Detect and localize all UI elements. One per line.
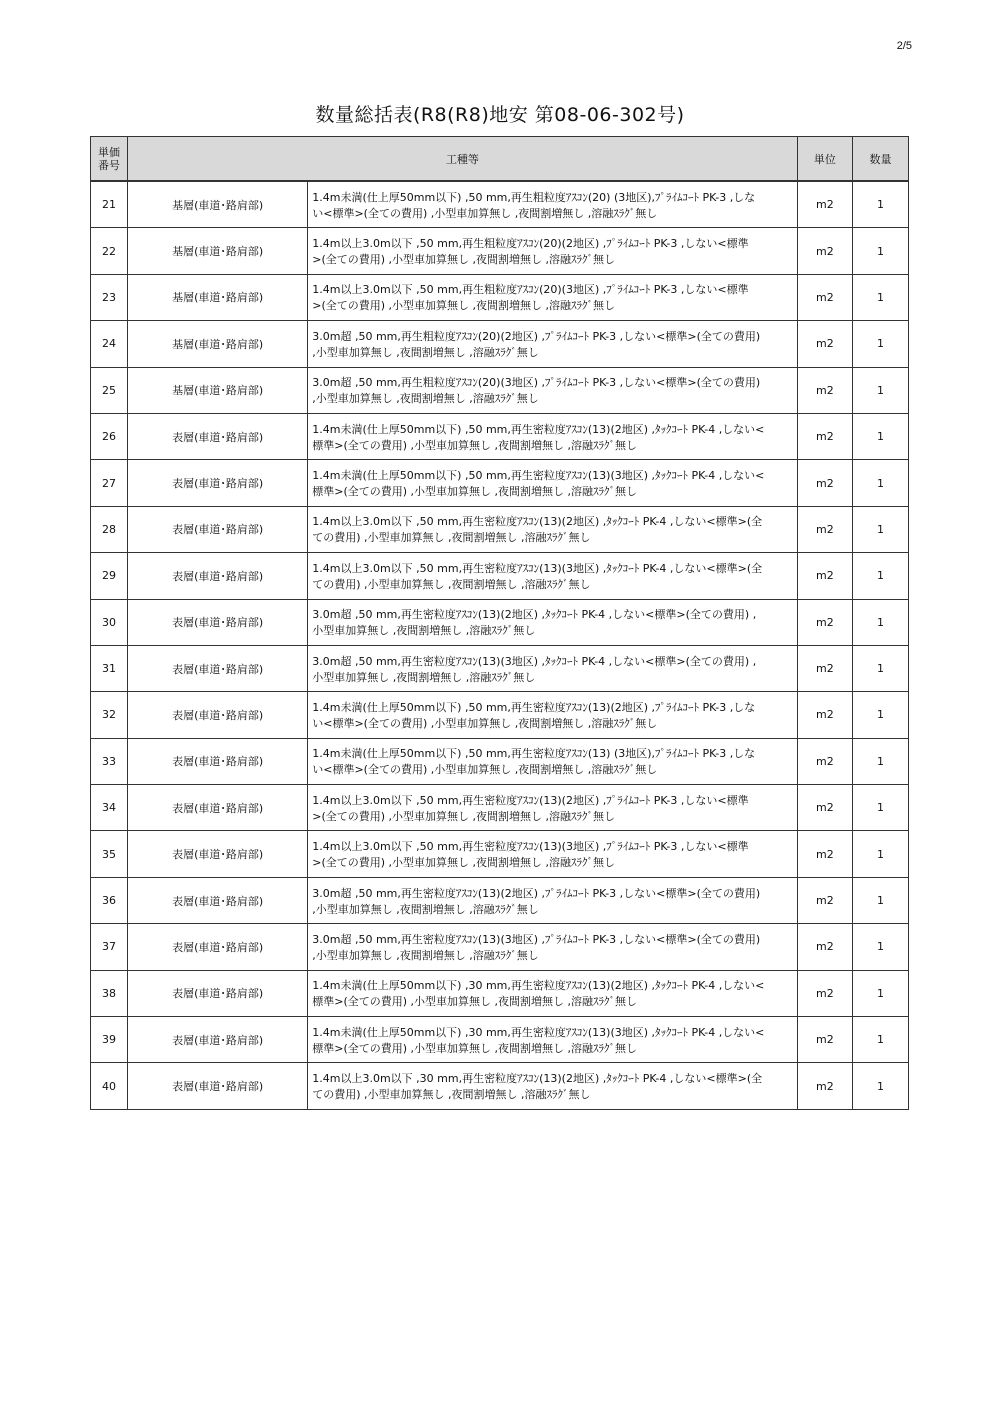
cell-unit-price-number: 33 bbox=[91, 738, 128, 784]
description-line-2: ,小型車加算無し ,夜間割増無し ,溶融ｽﾗｸﾞ無し bbox=[312, 392, 539, 406]
cell-item-name: 基層(車道･路肩部) bbox=[128, 274, 308, 320]
cell-item-name: 表層(車道･路肩部) bbox=[128, 877, 308, 923]
description-line-2: ,小型車加算無し ,夜間割増無し ,溶融ｽﾗｸﾞ無し bbox=[312, 948, 539, 962]
cell-quantity: 1 bbox=[852, 785, 908, 831]
cell-unit-price-number: 24 bbox=[91, 321, 128, 367]
table-row bbox=[91, 274, 909, 320]
cell-item-name: 表層(車道･路肩部) bbox=[128, 1063, 308, 1109]
description-line-1: 3.0m超 ,50 mm,再生密粒度ｱｽｺﾝ(13)(3地区) ,ﾌﾟﾗｲﾑｺｰﾄ PK-3 ,しない<標準>(全ての費用) bbox=[312, 932, 761, 946]
cell-description bbox=[308, 506, 798, 552]
cell-quantity: 1 bbox=[852, 599, 908, 645]
cell-quantity: 1 bbox=[852, 181, 908, 228]
cell-unit-price-number: 40 bbox=[91, 1063, 128, 1109]
cell-unit-price-number: 27 bbox=[91, 460, 128, 506]
cell-quantity: 1 bbox=[852, 274, 908, 320]
description-line-1: 1.4m未満(仕上厚50mm以下) ,50 mm,再生密粒度ｱｽｺﾝ(13)(3地区) ,ﾀｯｸｺｰﾄ PK-4 ,しない< bbox=[312, 469, 765, 483]
cell-item-name: 基層(車道･路肩部) bbox=[128, 367, 308, 413]
cell-description bbox=[308, 274, 798, 320]
cell-unit-price-number: 22 bbox=[91, 228, 128, 274]
cell-unit: m2 bbox=[797, 785, 852, 831]
description-line-2: 標準>(全ての費用) ,小型車加算無し ,夜間割増無し ,溶融ｽﾗｸﾞ無し bbox=[312, 995, 638, 1009]
cell-unit: m2 bbox=[797, 181, 852, 228]
cell-item-name: 表層(車道･路肩部) bbox=[128, 460, 308, 506]
cell-description bbox=[308, 738, 798, 784]
table-row bbox=[91, 553, 909, 599]
cell-unit: m2 bbox=[797, 645, 852, 691]
table-row bbox=[91, 413, 909, 459]
header-no-line1: 単価 bbox=[98, 145, 121, 159]
table-row bbox=[91, 924, 909, 970]
table-row bbox=[91, 970, 909, 1016]
cell-unit-price-number: 23 bbox=[91, 274, 128, 320]
cell-item-name: 表層(車道･路肩部) bbox=[128, 738, 308, 784]
description-line-2: 標準>(全ての費用) ,小型車加算無し ,夜間割増無し ,溶融ｽﾗｸﾞ無し bbox=[312, 438, 638, 452]
cell-description bbox=[308, 321, 798, 367]
cell-description bbox=[308, 831, 798, 877]
table-row bbox=[91, 181, 909, 228]
table-row bbox=[91, 831, 909, 877]
cell-description bbox=[308, 1063, 798, 1109]
cell-unit: m2 bbox=[797, 1063, 852, 1109]
cell-quantity: 1 bbox=[852, 831, 908, 877]
description-line-2: ての費用) ,小型車加算無し ,夜間割増無し ,溶融ｽﾗｸﾞ無し bbox=[312, 1088, 591, 1102]
cell-unit: m2 bbox=[797, 1017, 852, 1063]
cell-unit: m2 bbox=[797, 274, 852, 320]
description-line-2: い<標準>(全ての費用) ,小型車加算無し ,夜間割増無し ,溶融ｽﾗｸﾞ無し bbox=[312, 763, 658, 777]
cell-unit: m2 bbox=[797, 413, 852, 459]
cell-unit-price-number: 25 bbox=[91, 367, 128, 413]
cell-item-name: 表層(車道･路肩部) bbox=[128, 831, 308, 877]
cell-description bbox=[308, 460, 798, 506]
header-work-type: 工種等 bbox=[128, 137, 798, 182]
cell-item-name: 表層(車道･路肩部) bbox=[128, 506, 308, 552]
description-line-1: 3.0m超 ,50 mm,再生粗粒度ｱｽｺﾝ(20)(2地区) ,ﾌﾟﾗｲﾑｺｰﾄ PK-3 ,しない<標準>(全ての費用) bbox=[312, 329, 761, 343]
cell-description bbox=[308, 645, 798, 691]
header-unit-price-number bbox=[91, 137, 128, 182]
cell-item-name: 表層(車道･路肩部) bbox=[128, 645, 308, 691]
cell-item-name: 表層(車道･路肩部) bbox=[128, 1017, 308, 1063]
table-row bbox=[91, 738, 909, 784]
page-number: 2/5 bbox=[896, 40, 912, 52]
cell-unit-price-number: 35 bbox=[91, 831, 128, 877]
cell-unit-price-number: 21 bbox=[91, 181, 128, 228]
table-row bbox=[91, 645, 909, 691]
cell-quantity: 1 bbox=[852, 738, 908, 784]
cell-unit: m2 bbox=[797, 367, 852, 413]
cell-description bbox=[308, 367, 798, 413]
cell-unit-price-number: 30 bbox=[91, 599, 128, 645]
description-line-2: ての費用) ,小型車加算無し ,夜間割増無し ,溶融ｽﾗｸﾞ無し bbox=[312, 577, 591, 591]
description-line-2: 標準>(全ての費用) ,小型車加算無し ,夜間割増無し ,溶融ｽﾗｸﾞ無し bbox=[312, 1041, 638, 1055]
cell-item-name: 表層(車道･路肩部) bbox=[128, 553, 308, 599]
cell-unit-price-number: 39 bbox=[91, 1017, 128, 1063]
description-line-2: ,小型車加算無し ,夜間割増無し ,溶融ｽﾗｸﾞ無し bbox=[312, 902, 539, 916]
cell-quantity: 1 bbox=[852, 1063, 908, 1109]
table-row bbox=[91, 460, 909, 506]
cell-unit-price-number: 29 bbox=[91, 553, 128, 599]
description-line-1: 1.4m未満(仕上厚50mm以下) ,50 mm,再生密粒度ｱｽｺﾝ(13)(2地区) ,ﾌﾟﾗｲﾑｺｰﾄ PK-3 ,しな bbox=[312, 700, 756, 714]
cell-quantity: 1 bbox=[852, 367, 908, 413]
cell-description bbox=[308, 785, 798, 831]
cell-unit-price-number: 32 bbox=[91, 692, 128, 738]
cell-quantity: 1 bbox=[852, 877, 908, 923]
table-row bbox=[91, 1063, 909, 1109]
description-line-1: 1.4m以上3.0m以下 ,50 mm,再生密粒度ｱｽｺﾝ(13)(2地区) ,ﾌﾟﾗｲﾑｺｰﾄ PK-3 ,しない<標準 bbox=[312, 793, 749, 807]
cell-item-name: 基層(車道･路肩部) bbox=[128, 228, 308, 274]
cell-quantity: 1 bbox=[852, 924, 908, 970]
description-line-1: 1.4m以上3.0m以下 ,50 mm,再生粗粒度ｱｽｺﾝ(20)(2地区) ,ﾌﾟﾗｲﾑｺｰﾄ PK-3 ,しない<標準 bbox=[312, 237, 749, 251]
cell-quantity: 1 bbox=[852, 460, 908, 506]
table-row bbox=[91, 321, 909, 367]
cell-unit: m2 bbox=[797, 924, 852, 970]
cell-unit-price-number: 31 bbox=[91, 645, 128, 691]
table-row bbox=[91, 228, 909, 274]
cell-unit: m2 bbox=[797, 970, 852, 1016]
cell-item-name: 表層(車道･路肩部) bbox=[128, 692, 308, 738]
description-line-2: 小型車加算無し ,夜間割増無し ,溶融ｽﾗｸﾞ無し bbox=[312, 624, 536, 638]
cell-quantity: 1 bbox=[852, 321, 908, 367]
description-line-2: >(全ての費用) ,小型車加算無し ,夜間割増無し ,溶融ｽﾗｸﾞ無し bbox=[312, 809, 616, 823]
cell-unit: m2 bbox=[797, 738, 852, 784]
cell-unit-price-number: 28 bbox=[91, 506, 128, 552]
description-line-1: 1.4m未満(仕上厚50mm以下) ,50 mm,再生密粒度ｱｽｺﾝ(13) (3地区),ﾌﾟﾗｲﾑｺｰﾄ PK-3 ,しな bbox=[312, 747, 756, 761]
cell-item-name: 表層(車道･路肩部) bbox=[128, 785, 308, 831]
cell-description bbox=[308, 877, 798, 923]
description-line-1: 3.0m超 ,50 mm,再生密粒度ｱｽｺﾝ(13)(2地区) ,ﾌﾟﾗｲﾑｺｰﾄ PK-3 ,しない<標準>(全ての費用) bbox=[312, 886, 761, 900]
description-line-1: 1.4m以上3.0m以下 ,50 mm,再生密粒度ｱｽｺﾝ(13)(3地区) ,ﾀｯｸｺｰﾄ PK-4 ,しない<標準>(全 bbox=[312, 561, 763, 575]
description-line-1: 1.4m以上3.0m以下 ,30 mm,再生密粒度ｱｽｺﾝ(13)(2地区) ,ﾀｯｸｺｰﾄ PK-4 ,しない<標準>(全 bbox=[312, 1072, 763, 1086]
cell-description bbox=[308, 599, 798, 645]
description-line-2: ,小型車加算無し ,夜間割増無し ,溶融ｽﾗｸﾞ無し bbox=[312, 345, 539, 359]
header-no-line2: 番号 bbox=[98, 158, 121, 172]
cell-unit-price-number: 36 bbox=[91, 877, 128, 923]
description-line-2: 標準>(全ての費用) ,小型車加算無し ,夜間割増無し ,溶融ｽﾗｸﾞ無し bbox=[312, 485, 638, 499]
cell-unit: m2 bbox=[797, 877, 852, 923]
description-line-1: 1.4m未満(仕上厚50mm以下) ,30 mm,再生密粒度ｱｽｺﾝ(13)(3地区) ,ﾀｯｸｺｰﾄ PK-4 ,しない< bbox=[312, 1025, 765, 1039]
cell-unit: m2 bbox=[797, 831, 852, 877]
cell-unit-price-number: 34 bbox=[91, 785, 128, 831]
cell-unit: m2 bbox=[797, 460, 852, 506]
cell-item-name: 基層(車道･路肩部) bbox=[128, 181, 308, 228]
cell-unit: m2 bbox=[797, 599, 852, 645]
cell-description bbox=[308, 692, 798, 738]
description-line-1: 1.4m以上3.0m以下 ,50 mm,再生粗粒度ｱｽｺﾝ(20)(3地区) ,ﾌﾟﾗｲﾑｺｰﾄ PK-3 ,しない<標準 bbox=[312, 283, 749, 297]
description-line-2: ての費用) ,小型車加算無し ,夜間割増無し ,溶融ｽﾗｸﾞ無し bbox=[312, 531, 591, 545]
description-line-2: >(全ての費用) ,小型車加算無し ,夜間割増無し ,溶融ｽﾗｸﾞ無し bbox=[312, 856, 616, 870]
cell-unit: m2 bbox=[797, 321, 852, 367]
cell-description bbox=[308, 924, 798, 970]
table-row bbox=[91, 599, 909, 645]
cell-item-name: 表層(車道･路肩部) bbox=[128, 970, 308, 1016]
cell-description bbox=[308, 228, 798, 274]
table-row bbox=[91, 1017, 909, 1063]
cell-unit-price-number: 26 bbox=[91, 413, 128, 459]
description-line-1: 1.4m以上3.0m以下 ,50 mm,再生密粒度ｱｽｺﾝ(13)(3地区) ,ﾌﾟﾗｲﾑｺｰﾄ PK-3 ,しない<標準 bbox=[312, 840, 749, 854]
cell-quantity: 1 bbox=[852, 228, 908, 274]
cell-description bbox=[308, 181, 798, 228]
description-line-2: 小型車加算無し ,夜間割増無し ,溶融ｽﾗｸﾞ無し bbox=[312, 670, 536, 684]
cell-quantity: 1 bbox=[852, 506, 908, 552]
cell-description bbox=[308, 1017, 798, 1063]
description-line-1: 1.4m未満(仕上厚50mm以下) ,50 mm,再生粗粒度ｱｽｺﾝ(20) (3地区),ﾌﾟﾗｲﾑｺｰﾄ PK-3 ,しな bbox=[312, 190, 756, 204]
document-title: 数量総括表(R8(R8)地安 第08-06-302号) bbox=[315, 104, 685, 126]
cell-item-name: 表層(車道･路肩部) bbox=[128, 413, 308, 459]
table-row bbox=[91, 367, 909, 413]
table-row bbox=[91, 785, 909, 831]
cell-unit: m2 bbox=[797, 506, 852, 552]
cell-quantity: 1 bbox=[852, 645, 908, 691]
cell-unit: m2 bbox=[797, 692, 852, 738]
table-row bbox=[91, 506, 909, 552]
description-line-1: 3.0m超 ,50 mm,再生密粒度ｱｽｺﾝ(13)(3地区) ,ﾀｯｸｺｰﾄ PK-4 ,しない<標準>(全ての費用) , bbox=[312, 654, 757, 668]
table-header-row bbox=[91, 137, 909, 182]
description-line-1: 1.4m未満(仕上厚50mm以下) ,50 mm,再生密粒度ｱｽｺﾝ(13)(2地区) ,ﾀｯｸｺｰﾄ PK-4 ,しない< bbox=[312, 422, 765, 436]
cell-quantity: 1 bbox=[852, 692, 908, 738]
description-line-1: 3.0m超 ,50 mm,再生密粒度ｱｽｺﾝ(13)(2地区) ,ﾀｯｸｺｰﾄ PK-4 ,しない<標準>(全ての費用) , bbox=[312, 608, 757, 622]
description-line-2: >(全ての費用) ,小型車加算無し ,夜間割増無し ,溶融ｽﾗｸﾞ無し bbox=[312, 253, 616, 267]
cell-description bbox=[308, 970, 798, 1016]
description-line-2: い<標準>(全ての費用) ,小型車加算無し ,夜間割増無し ,溶融ｽﾗｸﾞ無し bbox=[312, 206, 658, 220]
header-quantity: 数量 bbox=[852, 137, 908, 182]
table-body bbox=[91, 181, 909, 1109]
cell-quantity: 1 bbox=[852, 553, 908, 599]
cell-description bbox=[308, 413, 798, 459]
description-line-2: い<標準>(全ての費用) ,小型車加算無し ,夜間割増無し ,溶融ｽﾗｸﾞ無し bbox=[312, 716, 658, 730]
cell-unit-price-number: 38 bbox=[91, 970, 128, 1016]
description-line-1: 1.4m未満(仕上厚50mm以下) ,30 mm,再生密粒度ｱｽｺﾝ(13)(2地区) ,ﾀｯｸｺｰﾄ PK-4 ,しない< bbox=[312, 979, 765, 993]
cell-item-name: 基層(車道･路肩部) bbox=[128, 321, 308, 367]
table-row bbox=[91, 877, 909, 923]
header-unit: 単位 bbox=[797, 137, 852, 182]
table-row bbox=[91, 692, 909, 738]
quantity-summary-table bbox=[90, 136, 909, 1110]
cell-unit: m2 bbox=[797, 228, 852, 274]
cell-quantity: 1 bbox=[852, 970, 908, 1016]
cell-unit-price-number: 37 bbox=[91, 924, 128, 970]
description-line-2: >(全ての費用) ,小型車加算無し ,夜間割増無し ,溶融ｽﾗｸﾞ無し bbox=[312, 299, 616, 313]
cell-item-name: 表層(車道･路肩部) bbox=[128, 599, 308, 645]
cell-quantity: 1 bbox=[852, 413, 908, 459]
cell-description bbox=[308, 553, 798, 599]
description-line-1: 3.0m超 ,50 mm,再生粗粒度ｱｽｺﾝ(20)(3地区) ,ﾌﾟﾗｲﾑｺｰﾄ PK-3 ,しない<標準>(全ての費用) bbox=[312, 376, 761, 390]
description-line-1: 1.4m以上3.0m以下 ,50 mm,再生密粒度ｱｽｺﾝ(13)(2地区) ,ﾀｯｸｺｰﾄ PK-4 ,しない<標準>(全 bbox=[312, 515, 763, 529]
cell-quantity: 1 bbox=[852, 1017, 908, 1063]
cell-unit: m2 bbox=[797, 553, 852, 599]
cell-item-name: 表層(車道･路肩部) bbox=[128, 924, 308, 970]
